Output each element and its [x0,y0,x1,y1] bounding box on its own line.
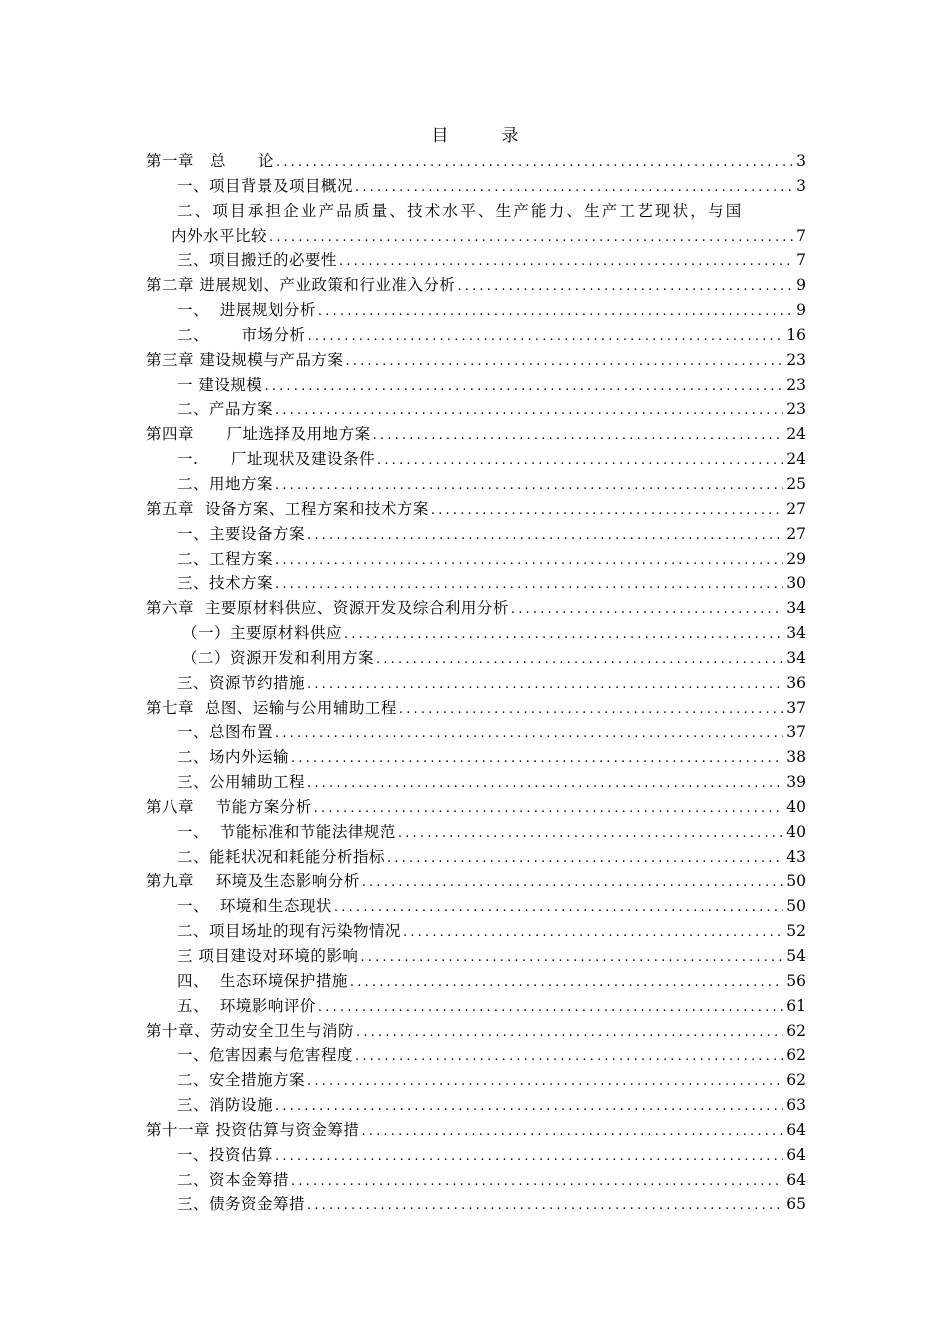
toc-section-entry[interactable] [146,994,806,1019]
toc-page-number: 7 [796,226,806,245]
toc-entry-label: 二、场内外运输 [177,748,290,767]
toc-page-number: 61 [786,996,806,1015]
toc-entry-label: 一 建设规模 [177,375,263,394]
toc-page-number: 63 [786,1096,806,1115]
toc-entry-label: 一、投资估算 [177,1145,274,1164]
toc-page-number: 43 [786,847,806,866]
toc-entry-label: 第一章 总 论 [146,152,275,170]
toc-entry-label: 一、主要设备方案 [177,524,306,543]
toc-page-number: 23 [786,400,806,419]
toc-dot-leader [376,648,783,673]
toc-dot-leader [457,275,793,300]
toc-page-number: 23 [786,350,806,369]
toc-dot-leader [355,176,793,201]
toc-section-entry[interactable] [146,174,806,199]
toc-entry-label: 二、项目承担企业产品质量、技术水平、生产能力、生产工艺现状，与国 [177,201,744,220]
toc-page-number: 54 [786,947,806,965]
toc-page-number: 3 [796,152,806,170]
toc-entry-label: 第七章 总图、运输与公用辅助工程 [146,698,397,717]
toc-page-number: 38 [786,748,806,767]
toc-chapter-entry[interactable] [146,422,806,447]
toc-page-number: 37 [786,698,806,717]
toc-page-number: 3 [796,176,806,195]
toc-section-entry[interactable] [146,547,806,572]
toc-page-number: 7 [796,251,806,270]
toc-section-entry[interactable] [146,944,806,969]
toc-dot-leader [431,499,783,524]
toc-entry-label: 三、项目搬迁的必要性 [177,251,338,270]
toc-section-entry[interactable] [146,1168,806,1193]
toc-dot-leader [275,474,783,499]
toc-entry-label: 四、 生态环境保护措施 [177,971,348,990]
toc-dot-leader [275,399,783,424]
toc-section-entry[interactable] [146,447,806,472]
toc-entry-label: 第十一章 投资估算与资金筹措 [146,1120,360,1139]
toc-entry-label: （一）主要原材料供应 [182,624,343,643]
toc-section-entry[interactable] [146,1192,806,1217]
toc-page-number: 24 [786,450,806,469]
toc-section-entry[interactable] [146,1043,806,1068]
toc-dot-leader [307,772,783,797]
toc-chapter-entry[interactable] [146,596,806,621]
toc-entry-label: 第八章 节能方案分析 [146,797,312,816]
toc-dot-leader [314,797,784,822]
toc-dot-leader [307,524,783,549]
toc-chapter-entry[interactable] [146,869,806,894]
toc-dot-leader [339,250,793,275]
toc-chapter-entry[interactable] [146,348,806,373]
toc-entry-label: 一、 节能标准和节能法律规范 [177,822,396,841]
toc-entry-label: 三、技术方案 [177,574,274,593]
toc-dot-leader [318,300,793,325]
toc-section-entry[interactable] [146,571,806,596]
toc-section-entry[interactable] [146,522,806,547]
toc-entry-label: 二、能耗状况和耗能分析指标 [177,847,386,866]
toc-dot-leader [307,1070,783,1095]
toc-chapter-entry[interactable] [146,795,806,820]
toc-dot-leader [360,946,783,971]
toc-dot-leader [269,226,793,251]
toc-page-number: 34 [786,648,806,667]
toc-section-entry[interactable] [146,820,806,845]
toc-entry-label: 三、资源节约措施 [177,673,306,692]
toc-page-number: 62 [786,1046,806,1065]
toc-dot-leader [362,871,784,896]
table-of-contents [146,149,806,1217]
toc-page-number: 9 [796,301,806,320]
toc-entry-label: 二、用地方案 [177,474,274,493]
toc-entry-label: 二、产品方案 [177,400,274,419]
toc-page-number: 52 [786,922,806,941]
toc-section-entry[interactable] [146,373,806,398]
toc-page-number: 40 [786,797,806,816]
toc-entry-label: 第二章 进展规划、产业政策和行业准入分析 [146,276,456,295]
toc-dot-leader [308,325,784,350]
toc-entry-label: 第十章、劳动安全卫生与消防 [146,1021,355,1040]
toc-entry-label: 二、工程方案 [177,549,274,568]
toc-page-number: 9 [796,276,806,295]
toc-section-entry[interactable] [146,248,806,273]
toc-chapter-entry[interactable] [146,273,806,298]
toc-entry-label: 内外水平比较 [171,226,268,245]
toc-title: 目 录 [431,126,537,146]
toc-page-number: 29 [786,549,806,568]
toc-section-entry-continued[interactable] [146,224,806,249]
toc-dot-leader [398,822,783,847]
toc-entry-label: 第六章 主要原材料供应、资源开发及综合利用分析 [146,599,509,618]
toc-dot-leader [355,1045,783,1070]
toc-page-number: 40 [786,822,806,841]
toc-page-number: 25 [786,474,806,493]
toc-entry-label: 一、项目背景及项目概况 [177,176,354,195]
toc-dot-leader [350,971,783,996]
toc-section-entry[interactable] [146,472,806,497]
toc-chapter-entry[interactable] [146,497,806,522]
toc-dot-leader [275,1145,783,1170]
toc-page-number: 34 [786,624,806,643]
toc-page-number: 62 [786,1021,806,1040]
toc-page-number: 50 [786,872,806,891]
toc-entry-label: 一、危害因素与危害程度 [177,1046,354,1065]
toc-section-entry[interactable] [146,969,806,994]
toc-dot-leader [275,573,783,598]
toc-page-number: 34 [786,599,806,618]
toc-dot-leader [307,673,783,698]
toc-entry-label: 第三章 建设规模与产品方案 [146,350,344,369]
toc-dot-leader [403,921,783,946]
toc-dot-leader [399,698,783,723]
toc-subsection-entry[interactable] [146,621,806,646]
toc-dot-leader [511,598,783,623]
toc-entry-label: 二、项目场址的现有污染物情况 [177,922,402,941]
toc-page-number: 27 [786,524,806,543]
toc-entry-label: 一、总图布置 [177,723,274,742]
toc-dot-leader [275,549,783,574]
toc-dot-leader [275,722,783,747]
toc-dot-leader [344,623,783,648]
toc-section-entry[interactable] [146,720,806,745]
toc-entry-label: 三、消防设施 [177,1096,274,1115]
toc-page-number: 64 [786,1145,806,1164]
toc-page-number: 36 [786,673,806,692]
toc-page-number: 56 [786,971,806,990]
toc-dot-leader [291,1170,783,1195]
toc-chapter-entry[interactable] [146,149,806,174]
toc-dot-leader [387,847,783,872]
toc-dot-leader [291,747,783,772]
toc-dot-leader [373,424,784,449]
toc-page-number: 39 [786,773,806,792]
toc-entry-label: 二、安全措施方案 [177,1071,306,1090]
toc-dot-leader [275,1095,783,1120]
toc-section-entry[interactable] [146,1068,806,1093]
toc-chapter-entry[interactable] [146,1019,806,1044]
toc-section-entry[interactable] [146,745,806,770]
toc-chapter-entry[interactable] [146,696,806,721]
toc-dot-leader [345,350,783,375]
toc-dot-leader [307,1194,783,1219]
toc-dot-leader [356,1021,783,1046]
toc-page-number: 16 [786,325,806,344]
toc-section-entry[interactable] [146,919,806,944]
toc-page-number: 30 [786,574,806,593]
toc-entry-label: 二、 市场分析 [177,325,306,344]
toc-section-entry[interactable] [146,397,806,422]
toc-section-entry[interactable] [146,894,806,919]
toc-entry-label: 一、 环境和生态现状 [177,897,332,916]
toc-page-number: 27 [786,499,806,518]
toc-entry-label: 第五章 设备方案、工程方案和技术方案 [146,499,429,518]
toc-page-number: 50 [786,897,806,916]
toc-entry-label: 三、公用辅助工程 [177,773,306,792]
toc-subsection-entry[interactable] [146,646,806,671]
toc-dot-leader [318,996,783,1021]
toc-dot-leader [334,896,783,921]
toc-section-entry[interactable] [146,845,806,870]
toc-section-entry[interactable] [146,1093,806,1118]
toc-page-number: 62 [786,1071,806,1090]
toc-section-entry[interactable] [146,1143,806,1168]
toc-entry-label: 一、 进展规划分析 [177,301,316,320]
toc-entry-label: 二、资本金筹措 [177,1170,290,1189]
toc-section-entry[interactable] [146,770,806,795]
toc-page-number: 37 [786,723,806,742]
toc-section-entry[interactable] [146,323,806,348]
toc-section-entry[interactable] [146,671,806,696]
toc-entry-label: 一. 厂址现状及建设条件 [177,450,375,469]
toc-page-number: 64 [786,1120,806,1139]
toc-entry-label: 三、债务资金筹措 [177,1195,306,1214]
toc-entry-label: 三 项目建设对环境的影响 [177,947,359,965]
toc-dot-leader [361,1120,783,1145]
toc-entry-label: 第四章 厂址选择及用地方案 [146,425,371,444]
toc-page-number: 24 [786,425,806,444]
toc-entry-label: 五、 环境影响评价 [177,996,316,1015]
toc-dot-leader [264,375,783,400]
toc-page-number: 65 [786,1195,806,1214]
toc-dot-leader [276,151,793,176]
toc-section-entry[interactable] [146,199,806,224]
toc-entry-label: （二）资源开发和利用方案 [182,648,375,667]
toc-dot-leader [377,449,783,474]
toc-section-entry[interactable] [146,298,806,323]
toc-entry-label: 第九章 环境及生态影响分析 [146,872,360,891]
toc-chapter-entry[interactable] [146,1118,806,1143]
toc-page-number: 23 [786,375,806,394]
toc-page-number: 64 [786,1170,806,1189]
